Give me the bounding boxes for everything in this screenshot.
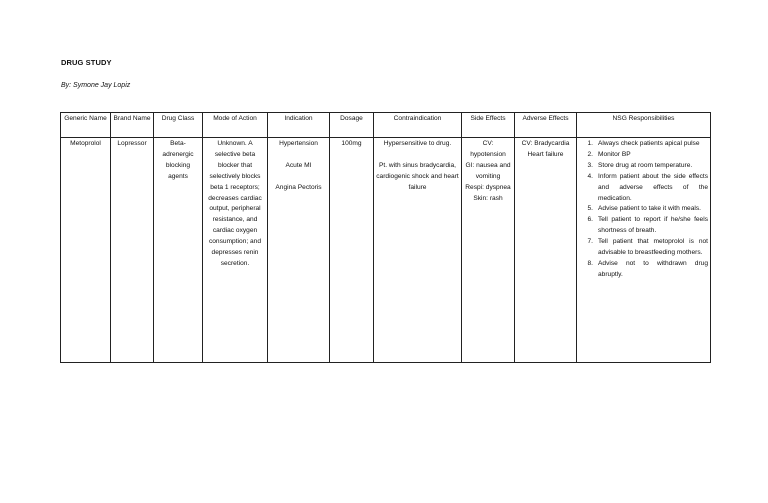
document-byline: By: Symone Jay Lopiz (61, 82, 131, 89)
cell-adverse-effects (515, 138, 577, 363)
table-row (61, 138, 711, 363)
side-effect-item: CV: hypotension (470, 140, 506, 158)
header-mode-of-action: Mode of Action (203, 113, 268, 138)
list-item (579, 161, 708, 172)
list-text: Tell patient to report if he/she feels shortness of breath. (598, 216, 708, 235)
list-item (579, 215, 708, 237)
list-text: Inform patient about the side effects and adverse effects of the medication. (598, 172, 708, 202)
side-effect-item: Skin: rash (473, 194, 503, 202)
header-drug-class: Drug Class (154, 113, 203, 138)
adverse-effect-item: Heart failure (527, 150, 564, 158)
cell-generic-name: Metoprolol (61, 138, 111, 363)
cell-side-effects (462, 138, 515, 363)
side-effect-item: GI: nausea and vomiting (465, 161, 511, 180)
header-brand-name: Brand Name (111, 113, 154, 138)
cell-mode-of-action: Unknown. A selective beta blocker that selectively blocks beta 1 receptors; decreases cardiac output, peripheral resistance, and cardiac oxygen consumption; and depresses renin secretion. (203, 138, 268, 363)
header-contraindication: Contraindication (374, 113, 462, 138)
list-number: 6. (587, 216, 593, 224)
cell-contraindication (374, 138, 462, 363)
list-item (579, 150, 708, 161)
indication-item: Angina Pectoris (275, 183, 322, 191)
indication-item: Hypertension (279, 140, 318, 147)
list-text: Always check patients apical pulse (598, 140, 700, 147)
list-number: 2. (587, 150, 593, 158)
list-number: 5. (587, 205, 593, 213)
list-number: 4. (587, 172, 593, 180)
list-item (579, 259, 708, 281)
list-number: 1. (587, 140, 593, 147)
list-text: Advise not to withdrawn drug abruptly. (598, 259, 708, 278)
indication-item: Acute MI (285, 161, 312, 169)
list-text: Tell patient that metoprolol is not advisable to breastfeeding mothers. (598, 238, 708, 257)
header-nsg-responsibilities: NSG Responsibilities (577, 113, 711, 138)
list-text: Store drug at room temperature. (598, 161, 693, 169)
header-side-effects: Side Effects (462, 113, 515, 138)
list-item (579, 204, 708, 215)
document-title: DRUG STUDY (61, 58, 112, 67)
nsg-list (579, 139, 708, 281)
side-effect-item: Respi: dyspnea (465, 183, 511, 191)
adverse-effect-item: CV: Bradycardia (521, 140, 570, 147)
header-indication: Indication (268, 113, 330, 138)
cell-nsg-responsibilities (577, 138, 711, 363)
contraindication-item: Pt. with sinus bradycardia, cardiogenic shock and heart failure (376, 161, 459, 191)
list-text: Monitor BP (598, 150, 631, 158)
header-row (61, 113, 711, 138)
list-number: 3. (587, 161, 593, 169)
list-item (579, 139, 708, 150)
cell-dosage: 100mg (330, 138, 374, 363)
header-adverse-effects: Adverse Effects (515, 113, 577, 138)
list-item (579, 237, 708, 259)
cell-drug-class: Beta-adrenergic blocking agents (154, 138, 203, 363)
header-dosage: Dosage (330, 113, 374, 138)
cell-brand-name: Lopressor (111, 138, 154, 363)
header-generic-name: Generic Name (61, 113, 111, 138)
drug-study-table (60, 112, 711, 363)
list-number: 8. (587, 259, 593, 267)
list-item (579, 172, 708, 205)
list-text: Advise patient to take it with meals. (598, 205, 701, 213)
contraindication-item: Hypersensitive to drug. (383, 140, 452, 147)
list-number: 7. (587, 238, 593, 246)
cell-indication (268, 138, 330, 363)
